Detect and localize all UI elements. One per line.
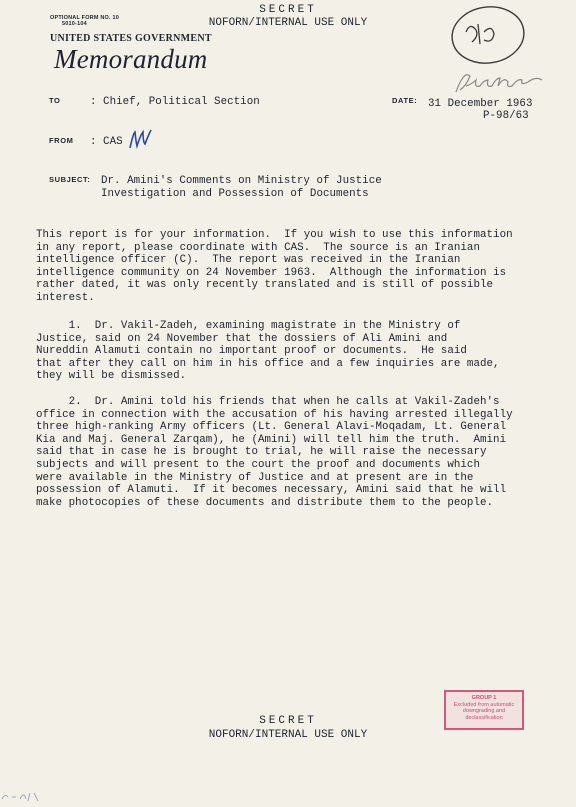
text-line: 1. Dr. Vakil-Zadeh, examining magistrate in the Ministry of	[36, 320, 461, 332]
text-line: office in connection with the accusation of his having arrested illegally	[36, 408, 513, 421]
dissemination-control: NOFORN/INTERNAL USE ONLY	[208, 17, 368, 29]
text-line: possession of Alamuti. If it becomes necessary, Amini said that he will	[36, 484, 507, 497]
text-line: that after they call on him in his office and a few inquiries are made,	[36, 357, 500, 370]
form-number	[50, 15, 119, 27]
stamp-line: declassification	[465, 714, 503, 721]
stamp-line: downgrading and	[462, 708, 506, 714]
corner-pencil-mark	[0, 788, 46, 807]
paragraph-2	[36, 396, 513, 509]
text-line: make photocopies of these documents and distribute them to the people.	[36, 496, 494, 509]
reference-number: P-98/63	[483, 110, 529, 122]
text-line: interest.	[36, 291, 95, 304]
text-line: in any report, please coordinate with CAS. The source is an Iranian	[36, 241, 480, 254]
text-line: they will be dismissed.	[36, 370, 187, 383]
text-line: Justice, said on 24 November that the dossiers of Ali Amini and	[36, 332, 448, 345]
paragraph-1	[36, 320, 500, 383]
handwritten-circle-mark	[440, 2, 540, 74]
subject-text	[101, 175, 382, 200]
agency-name: UNITED STATES GOVERNMENT	[50, 33, 212, 44]
text-line: subjects and will present to the court the proof and documents which	[36, 458, 480, 471]
classification-level: SECRET	[259, 715, 317, 727]
memo-title: Memorandum	[54, 44, 208, 74]
subject-line: Investigation and Possession of Documents	[101, 187, 369, 200]
stamp-line: Excluded from automatic	[453, 701, 515, 708]
text-line: rather dated, it was only recently translated and is still of possible	[36, 279, 494, 292]
from-label: FROM	[49, 136, 74, 145]
to-recipient: : Chief, Political Section	[90, 96, 260, 108]
text-line: 2. Dr. Amini told his friends that when he calls at Vakil-Zadeh's	[36, 396, 500, 408]
from-sender: : CAS	[90, 136, 123, 148]
handwritten-initials	[127, 128, 153, 156]
text-line: said that in case he is brought to trial, he will raise the necessary	[36, 446, 487, 459]
form-number-line: OPTIONAL FORM NO. 10	[50, 15, 119, 21]
text-line: intelligence officer (C). The report was received in the Iranian	[36, 254, 461, 267]
classification-level: SECRET	[259, 4, 317, 16]
form-number-line: 5010-104	[62, 21, 87, 27]
text-line: Kia and Maj. General Zarqam), he (Amini) will tell him the truth. Amini	[36, 433, 507, 446]
text-line: Nureddin Alamuti contain no important proof or documents. He said	[36, 345, 467, 358]
text-line: This report is for your information. If you wish to use this information	[36, 229, 513, 241]
dissemination-control: NOFORN/INTERNAL USE ONLY	[208, 729, 368, 741]
date-label: DATE:	[392, 96, 418, 105]
intro-paragraph	[36, 229, 513, 305]
stamp-line: GROUP 1	[471, 695, 497, 701]
subject-line: Dr. Amini's Comments on Ministry of Justice	[101, 175, 382, 187]
text-line: three high-ranking Army officers (Lt. General Alavi-Moqadam, Lt. General	[36, 421, 507, 434]
to-label: TO	[49, 96, 61, 105]
text-line: were available in the Ministry of Justice and at present are in the	[36, 471, 474, 484]
memo-date: 31 December 1963	[428, 98, 533, 110]
text-line: intelligence community on 24 November 1963. Although the information is	[36, 266, 507, 279]
subject-label: SUBJECT:	[49, 175, 91, 184]
declassification-stamp	[444, 690, 524, 730]
